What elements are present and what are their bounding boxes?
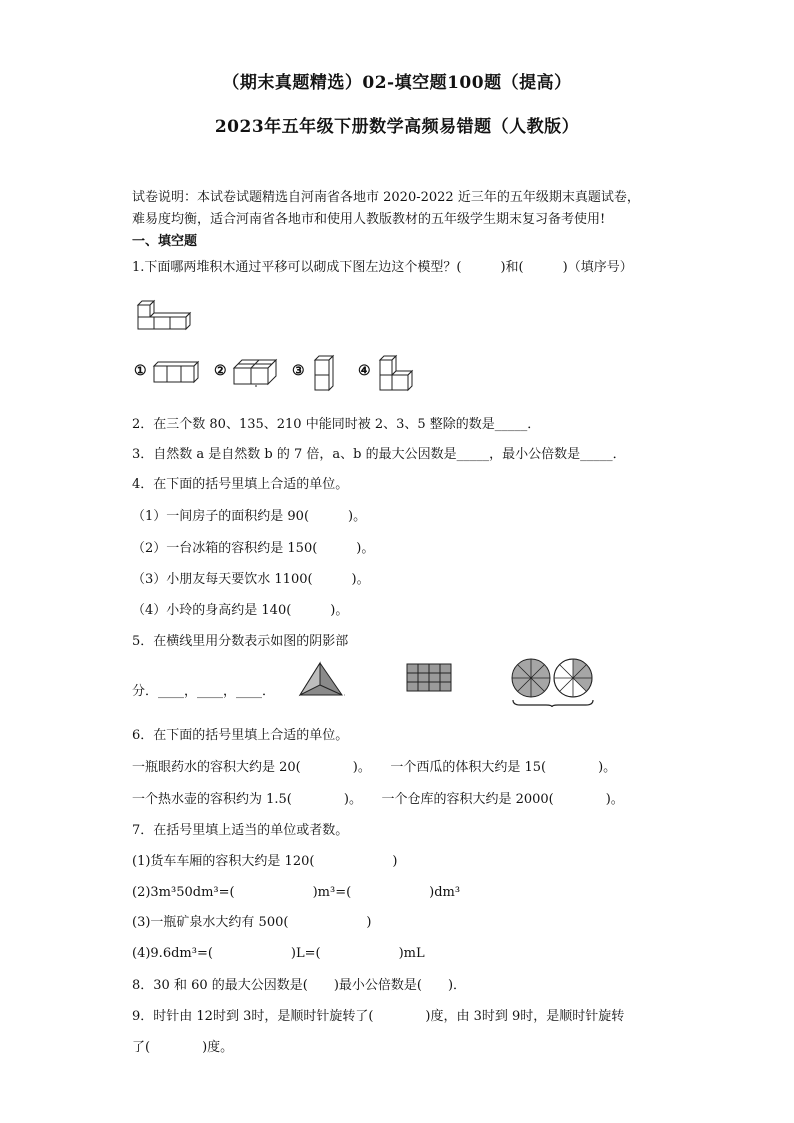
question-7-item-1: (1)货车车厢的容积大约是 120( )	[132, 854, 398, 869]
option-4-blocks	[378, 354, 416, 392]
question-2: 2．在三个数 80、135、210 中能同时被 2、3、5 整除的数是_____．	[132, 417, 541, 432]
option-1-blocks	[152, 360, 200, 384]
shaded-grid-figure	[406, 663, 452, 693]
question-4: 4．在下面的括号里填上合适的单位。	[132, 477, 349, 492]
question-7-item-3: (3)一瓶矿泉水大约有 500( )	[132, 915, 372, 930]
question-7-item-4: (4)9.6dm³=( )L=( )mL	[132, 946, 425, 961]
question-5: 5．在横线里用分数表示如图的阴影部	[132, 634, 349, 649]
page-subtitle: 2023年五年级下册数学高频易错题（人教版）	[214, 117, 580, 137]
question-9-line-1: 9．时针由 12时到 3时，是顺时针旋转了( )度，由 3时到 9时，是顺时针旋转	[132, 1009, 625, 1024]
option-4-label: ④	[358, 363, 371, 379]
question-4-item-4: （4）小玲的身高约是 140( )。	[132, 603, 349, 618]
question-6-row-1: 一瓶眼药水的容积大约是 20( )。 一个西瓜的体积大约是 15( )。	[132, 760, 617, 775]
question-6-row-2: 一个热水壶的容积约为 1.5( )。 一个仓库的容积大约是 2000( )。	[132, 792, 624, 807]
option-3-label: ③	[292, 363, 305, 379]
intro-line-2: 难易度均衡，适合河南省各地市和使用人教版教材的五年级学生期末复习备考使用!	[132, 212, 606, 227]
question-5-answers: 分．____，____，____．	[132, 684, 276, 699]
option-2-blocks	[232, 358, 278, 388]
question-4-item-2: （2）一台冰箱的容积约是 150( )。	[132, 541, 375, 556]
option-1-label: ①	[134, 363, 147, 379]
shaded-circles-figure	[510, 658, 596, 708]
option-3-blocks	[313, 354, 341, 392]
question-8: 8．30 和 60 的最大公因数是( )最小公倍数是( )．	[132, 978, 467, 993]
page-title: （期末真题精选）02-填空题100题（提高）	[222, 73, 572, 93]
question-3: 3．自然数 a 是自然数 b 的 7 倍，a、b 的最大公因数是_____，最小公倍数是_____．	[132, 447, 626, 462]
question-6: 6．在下面的括号里填上合适的单位。	[132, 728, 349, 743]
section-heading: 一、填空题	[132, 234, 198, 249]
question-9-line-2: 了( )度。	[132, 1040, 234, 1055]
intro-line-1: 试卷说明：本试卷试题精选自河南省各地市 2020-2022 近三年的五年级期末真题试卷，	[132, 190, 640, 205]
block-model-figure	[136, 293, 192, 331]
question-4-item-1: （1）一间房子的面积约是 90( )。	[132, 509, 367, 524]
question-1: 1.下面哪两堆积木通过平移可以砌成下图左边这个模型？( )和( )（填序号）	[132, 260, 633, 275]
option-2-label: ②	[214, 363, 227, 379]
question-7: 7．在括号里填上适当的单位或者数。	[132, 823, 349, 838]
shaded-triangle-figure	[298, 661, 346, 697]
question-7-item-2: (2)3m³50dm³=( )m³=( )dm³	[132, 885, 461, 900]
question-4-item-3: （3）小朋友每天要饮水 1100( )。	[132, 572, 370, 587]
